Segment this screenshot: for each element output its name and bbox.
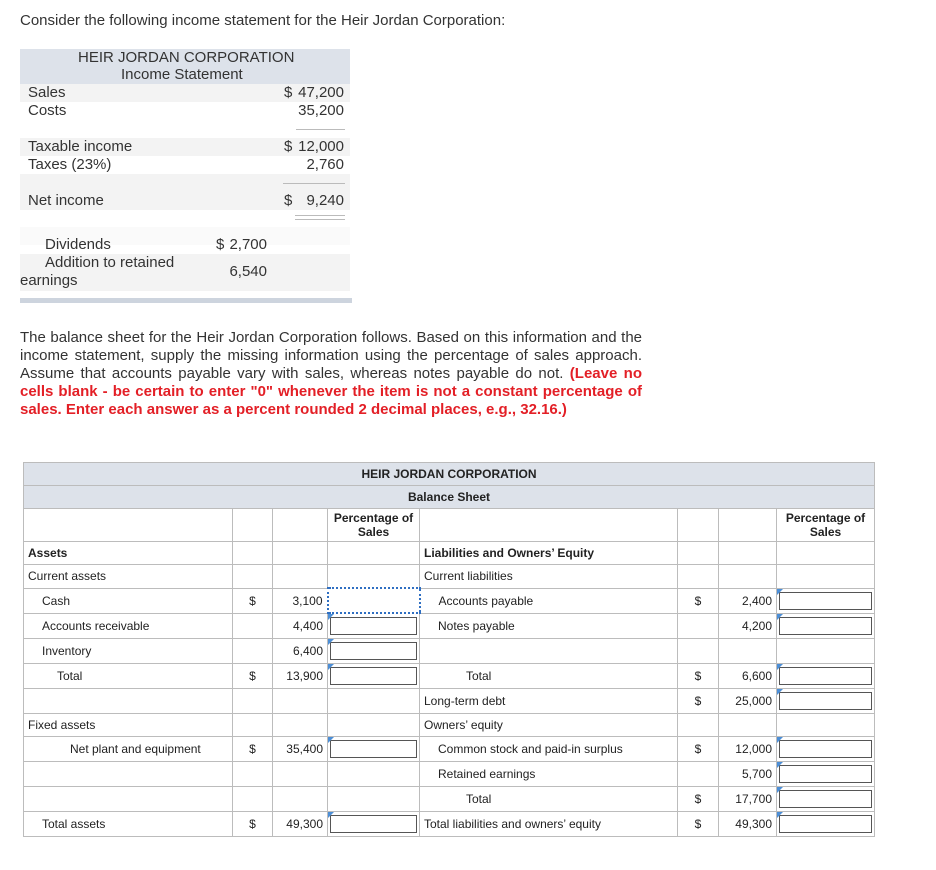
balance-sheet-title: Balance Sheet [24,486,875,509]
empty-cell [328,714,420,737]
pct-of-sales-header-assets: Percentage of Sales [328,509,420,542]
liabilities-heading: Liabilities and Owners’ Equity [420,542,678,565]
long-term-debt-currency: $ [678,689,719,714]
total-liabilities-equity-currency: $ [678,812,719,837]
addition-to-retained-label: Addition to retained [45,254,175,271]
instructions-note: (Leave no cells blank - be certain to enter "0" whenever the item is not a constant percentage of sales. Enter each answer as a percent rounded 2 decimal places, e.g., 32.16.) [20,365,642,418]
empty-cell [233,565,273,589]
input-box[interactable] [330,617,417,635]
empty-cell [719,565,777,589]
accounts-receivable-label: Accounts receivable [24,613,233,639]
net-income-currency: $ [284,192,293,209]
input-box[interactable] [779,740,872,758]
assets-heading: Assets [24,542,233,565]
long-term-debt-pct-input[interactable] [777,689,875,714]
empty-cell [678,542,719,565]
input-box[interactable] [779,617,872,635]
total-liabilities-equity-pct-input[interactable] [777,812,875,837]
owners-equity-total-value: 17,700 [719,787,777,812]
taxable-income-label: Taxable income [28,138,133,155]
common-stock-pct-input[interactable] [777,737,875,762]
empty-cell [24,689,233,714]
net-plant-equipment-pct-input[interactable] [328,737,420,762]
empty-cell [328,762,420,787]
empty-cell [273,787,328,812]
double-rule [295,219,345,220]
input-box[interactable] [330,815,417,833]
balance-sheet-company: HEIR JORDAN CORPORATION [24,463,875,486]
pct-of-sales-header-liabilities: Percentage of Sales [777,509,875,542]
accounts-receivable-pct-input[interactable] [328,613,420,639]
input-box[interactable] [779,592,872,610]
empty-cell [24,762,233,787]
total-liabilities-equity-value: 49,300 [719,812,777,837]
total-assets-currency: $ [233,812,273,837]
empty-cell [273,509,328,542]
sales-currency: $ [284,84,293,101]
taxable-income-value: 12,000 [298,138,344,155]
instructions-text: The balance sheet for the Heir Jordan Corporation follows. Based on this information and the income statement, supply the missing information using the percentage of sales approach. Assume that accounts payable vary with sales, whereas notes payable do not. [20,329,642,382]
accounts-receivable-value: 4,400 [273,613,328,639]
owners-equity-heading: Owners’ equity [420,714,678,737]
net-plant-equipment-currency: $ [233,737,273,762]
taxes-label: Taxes (23%) [28,156,112,173]
total-assets-value: 49,300 [273,812,328,837]
addition-to-retained-label-cont: earnings [20,272,78,289]
sales-value: 47,200 [298,84,344,101]
empty-cell [678,714,719,737]
common-stock-currency: $ [678,737,719,762]
taxes-value: 2,760 [306,156,344,173]
income-statement-footer [20,298,352,303]
owners-equity-total-label: Total [420,787,678,812]
current-liabilities-heading: Current liabilities [420,565,678,589]
current-assets-total-pct-input[interactable] [328,664,420,689]
dividends-label: Dividends [45,236,111,253]
costs-value: 35,200 [298,102,344,119]
current-liabilities-total-pct-input[interactable] [777,664,875,689]
empty-cell [233,787,273,812]
net-income-value: 9,240 [306,192,344,209]
input-box[interactable] [330,740,417,758]
empty-cell [719,542,777,565]
empty-cell [273,565,328,589]
input-box[interactable] [779,692,872,710]
empty-cell [233,714,273,737]
empty-cell [233,762,273,787]
accounts-payable-value: 2,400 [719,588,777,613]
empty-cell [24,509,233,542]
empty-cell [719,639,777,664]
empty-cell [233,639,273,664]
dividends-value: 2,700 [229,236,267,253]
empty-cell [777,565,875,589]
owners-equity-total-currency: $ [678,787,719,812]
empty-cell [273,689,328,714]
retained-earnings-label: Retained earnings [420,762,678,787]
empty-cell [777,714,875,737]
total-assets-label: Total assets [24,812,233,837]
net-plant-equipment-value: 35,400 [273,737,328,762]
input-box[interactable] [779,790,872,808]
empty-cell [273,542,328,565]
empty-cell [777,542,875,565]
instructions [20,329,642,419]
double-rule [295,215,345,216]
notes-payable-label: Notes payable [420,613,678,639]
sales-label: Sales [28,84,66,101]
addition-to-retained-value: 6,540 [229,263,267,280]
common-stock-value: 12,000 [719,737,777,762]
taxable-income-currency: $ [284,138,293,155]
current-liabilities-total-currency: $ [678,664,719,689]
empty-cell [24,787,233,812]
income-statement-company: HEIR JORDAN CORPORATION [78,49,295,66]
empty-cell [678,565,719,589]
total-liabilities-equity-label: Total liabilities and owners’ equity [420,812,678,837]
cash-currency: $ [233,588,273,613]
current-assets-total-label: Total [24,664,233,689]
current-liabilities-total-value: 6,600 [719,664,777,689]
sum-rule [296,129,345,130]
costs-label: Costs [28,102,67,119]
current-liabilities-total-label: Total [420,664,678,689]
empty-cell [678,762,719,787]
fixed-assets-heading: Fixed assets [24,714,233,737]
retained-earnings-value: 5,700 [719,762,777,787]
empty-cell [233,613,273,639]
cash-pct-cell [328,588,420,613]
long-term-debt-value: 25,000 [719,689,777,714]
empty-cell [328,542,420,565]
inventory-label: Inventory [24,639,233,664]
inventory-pct-input[interactable] [328,639,420,664]
net-plant-equipment-label: Net plant and equipment [24,737,233,762]
input-box[interactable] [779,765,872,783]
input-box[interactable] [330,642,417,660]
empty-cell [273,762,328,787]
notes-payable-value: 4,200 [719,613,777,639]
accounts-payable-label: Accounts payable [420,588,678,613]
empty-cell [678,613,719,639]
input-box[interactable] [779,667,872,685]
retained-earnings-pct-input[interactable] [777,762,875,787]
empty-cell [678,639,719,664]
empty-cell [328,787,420,812]
empty-cell [233,542,273,565]
empty-cell [420,509,678,542]
accounts-payable-currency: $ [678,588,719,613]
current-assets-total-currency: $ [233,664,273,689]
income-statement-title: Income Statement [121,66,243,83]
current-assets-total-value: 13,900 [273,664,328,689]
empty-cell [678,509,719,542]
empty-cell [328,689,420,714]
owners-equity-total-pct-input[interactable] [777,787,875,812]
notes-payable-pct-input[interactable] [777,613,875,639]
total-assets-pct-input[interactable] [328,812,420,837]
empty-cell [777,639,875,664]
empty-cell [719,714,777,737]
long-term-debt-label: Long-term debt [420,689,678,714]
empty-cell [233,689,273,714]
current-assets-heading: Current assets [24,565,233,589]
empty-cell [233,509,273,542]
sum-rule [283,183,345,184]
input-box[interactable] [330,667,417,685]
input-box[interactable] [779,815,872,833]
net-income-label: Net income [28,192,104,209]
accounts-payable-pct-input[interactable] [777,588,875,613]
inventory-value: 6,400 [273,639,328,664]
balance-sheet [23,462,875,837]
empty-cell [328,565,420,589]
empty-cell [420,639,678,664]
empty-cell [719,509,777,542]
empty-cell [273,714,328,737]
income-statement-header [20,49,350,84]
cash-value: 3,100 [273,588,328,613]
cash-label: Cash [24,588,233,613]
intro-text: Consider the following income statement for the Heir Jordan Corporation: [20,12,506,29]
common-stock-label: Common stock and paid-in surplus [420,737,678,762]
dividends-currency: $ [216,236,225,253]
